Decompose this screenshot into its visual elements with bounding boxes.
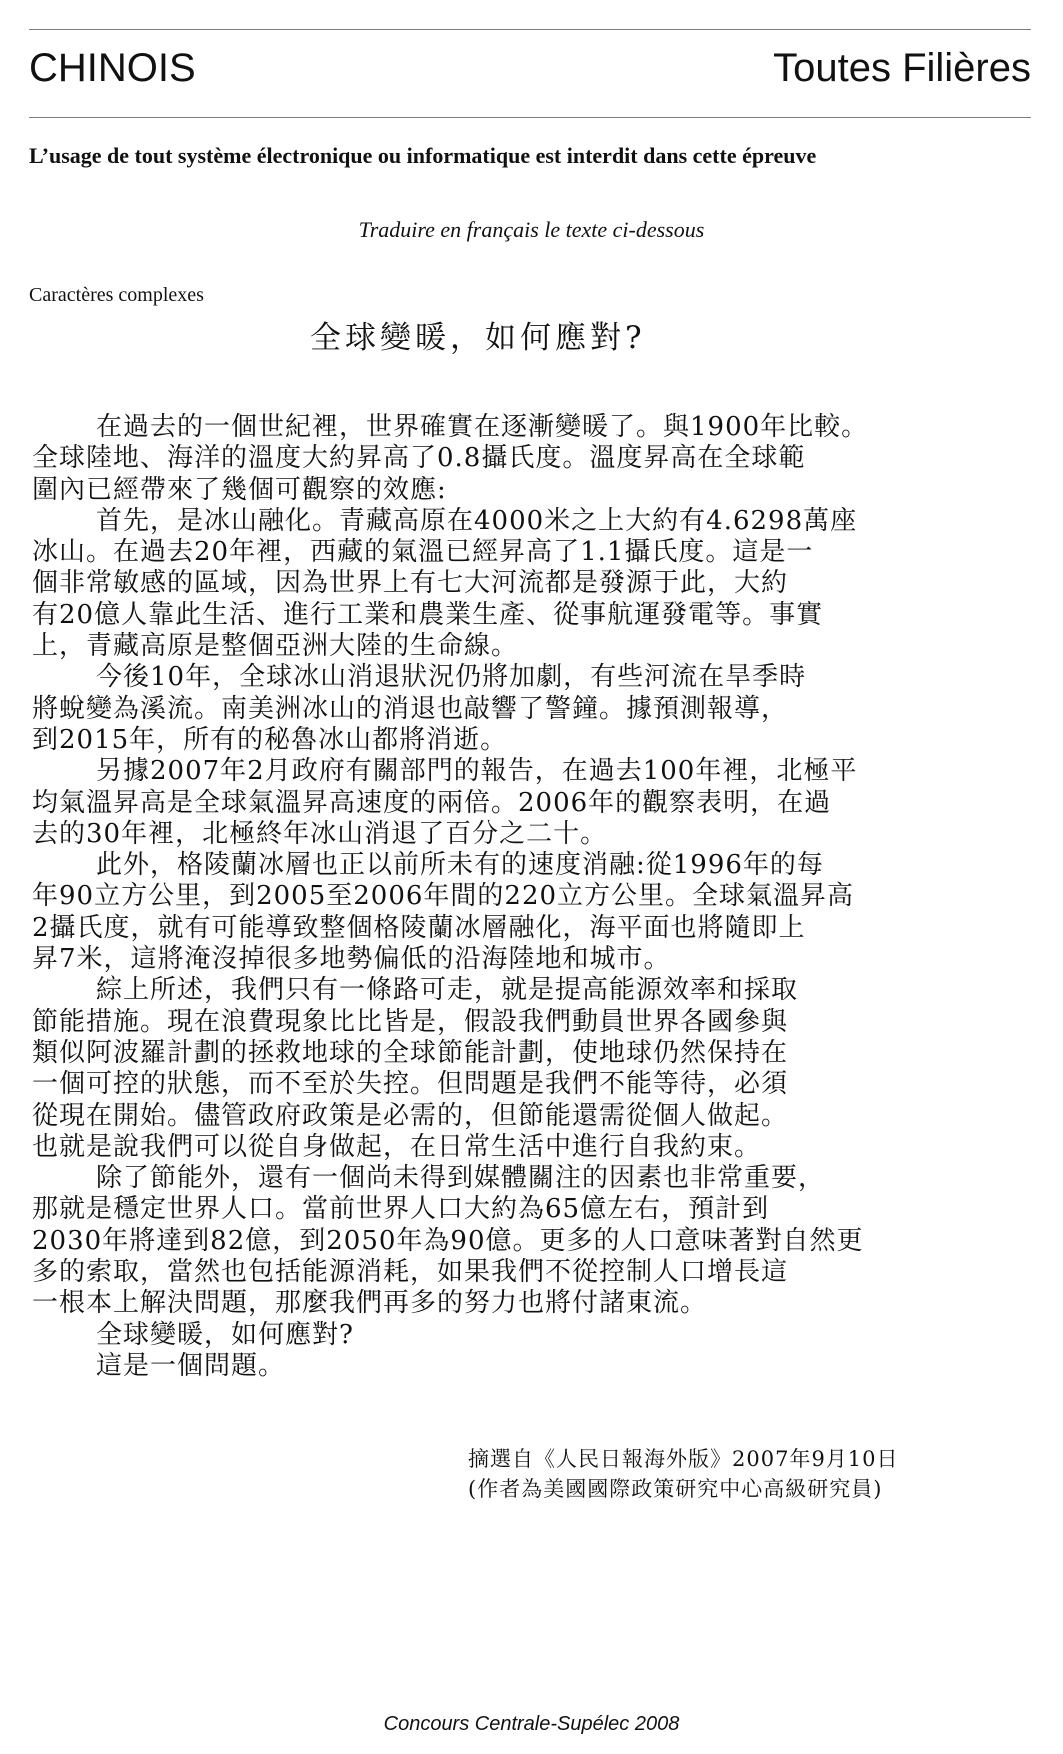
header-rule: [29, 117, 1031, 118]
body-line: 全球變暖，如何應對?: [96, 1319, 354, 1350]
subject-label: CHINOIS: [29, 46, 196, 90]
body-line: 另據2007年2月政府有關部門的報告，在過去100年裡，北極平: [96, 756, 858, 787]
credit-author: (作者為美國國際政策研究中心高級研究員): [468, 1477, 883, 1501]
body-line: 將蛻變為溪流。南美洲冰山的消退也敲響了警鐘。據預測報導，: [32, 693, 789, 724]
translation-instruction: Traduire en français le texte ci-dessous: [358, 217, 705, 242]
body-line: 也就是說我們可以從自身做起，在日常生活中進行自我約束。: [32, 1131, 762, 1162]
body-line: 綜上所述，我們只有一條路可走，就是提高能源效率和採取: [96, 975, 799, 1006]
electronics-warning: L’usage de tout système électronique ou informatique est interdit dans cette épreuve: [29, 143, 817, 168]
credit-source: 摘選自《人民日報海外版》2007年9月10日: [468, 1447, 899, 1471]
body-line: 類似阿波羅計劃的拯救地球的全球節能計劃，使地球仍然保持在: [32, 1037, 789, 1068]
body-line: 多的索取，當然也包括能源消耗，如果我們不從控制人口增長這: [32, 1257, 789, 1288]
body-line: 均氣溫昇高是全球氣溫昇高速度的兩倍。2006年的觀察表明，在過: [32, 787, 832, 818]
top-rule: [29, 29, 1031, 30]
body-line: 一個可控的狀態，而不至於失控。但問題是我們不能等待，必須: [32, 1069, 789, 1100]
body-line: 此外，格陵蘭冰層也正以前所未有的速度消融:從1996年的每: [96, 850, 824, 881]
charset-label: Caractères complexes: [29, 284, 204, 306]
body-line: 年90立方公里，到2005至2006年間的220立方公里。全球氣溫昇高: [32, 881, 855, 912]
body-line: 今後10年，全球冰山消退狀況仍將加劇，有些河流在旱季時: [96, 662, 807, 693]
body-line: 首先，是冰山融化。青藏高原在4000米之上大約有4.6298萬座: [96, 505, 858, 536]
body-line: 那就是穩定世界人口。當前世界人口大約為65億左右，預計到: [32, 1194, 770, 1225]
body-line: 在過去的一個世紀裡，世界確實在逐漸變暖了。與1900年比較。: [96, 412, 869, 442]
body-line: 節能措施。現在浪費現象比比皆是，假設我們動員世界各國參與: [32, 1006, 789, 1037]
body-line: 一根本上解決問題，那麼我們再多的努力也將付諸東流。: [32, 1288, 708, 1319]
track-label: Toutes Filières: [773, 46, 1031, 90]
body-line: 昇7米，這將淹沒掉很多地勢偏低的沿海陸地和城市。: [32, 944, 671, 975]
body-line: 2攝氏度，就有可能導致整個格陵蘭冰層融化，海平面也將隨即上: [32, 912, 806, 943]
body-line: 個非常敏感的區域，因為世界上有七大河流都是發源于此，大約: [32, 568, 789, 599]
body-line: 2030年將達到82億，到2050年為90億。更多的人口意味著對自然更: [32, 1225, 864, 1256]
body-line: 冰山。在過去20年裡，西藏的氣溫已經昇高了1.1攝氏度。這是一: [32, 537, 814, 568]
body-line: 上，青藏高原是整個亞洲大陸的生命線。: [32, 631, 519, 662]
article-body: [32, 412, 1042, 1382]
page-footer: Concours Centrale-Supélec 2008: [383, 1713, 680, 1735]
body-line: 到2015年，所有的秘魯冰山都將消逝。: [32, 724, 508, 755]
body-line: 有20億人靠此生活、進行工業和農業生產、從事航運發電等。事實: [32, 599, 824, 630]
body-line: 圍內已經帶來了幾個可觀察的效應:: [32, 474, 447, 505]
body-line: 從現在開始。儘管政府政策是必需的，但節能還需從個人做起。: [32, 1100, 789, 1131]
body-line: 全球陸地、海洋的溫度大約昇高了0.8攝氏度。溫度昇高在全球範: [32, 443, 806, 474]
body-line: 去的30年裡，北極終年冰山消退了百分之二十。: [32, 818, 608, 849]
body-line: 除了節能外，還有一個尚未得到媒體關注的因素也非常重要，: [96, 1163, 826, 1194]
body-line: 這是一個問題。: [96, 1350, 286, 1381]
article-title: 全球變暖，如何應對?: [310, 320, 646, 356]
article-credit: [468, 1444, 899, 1504]
